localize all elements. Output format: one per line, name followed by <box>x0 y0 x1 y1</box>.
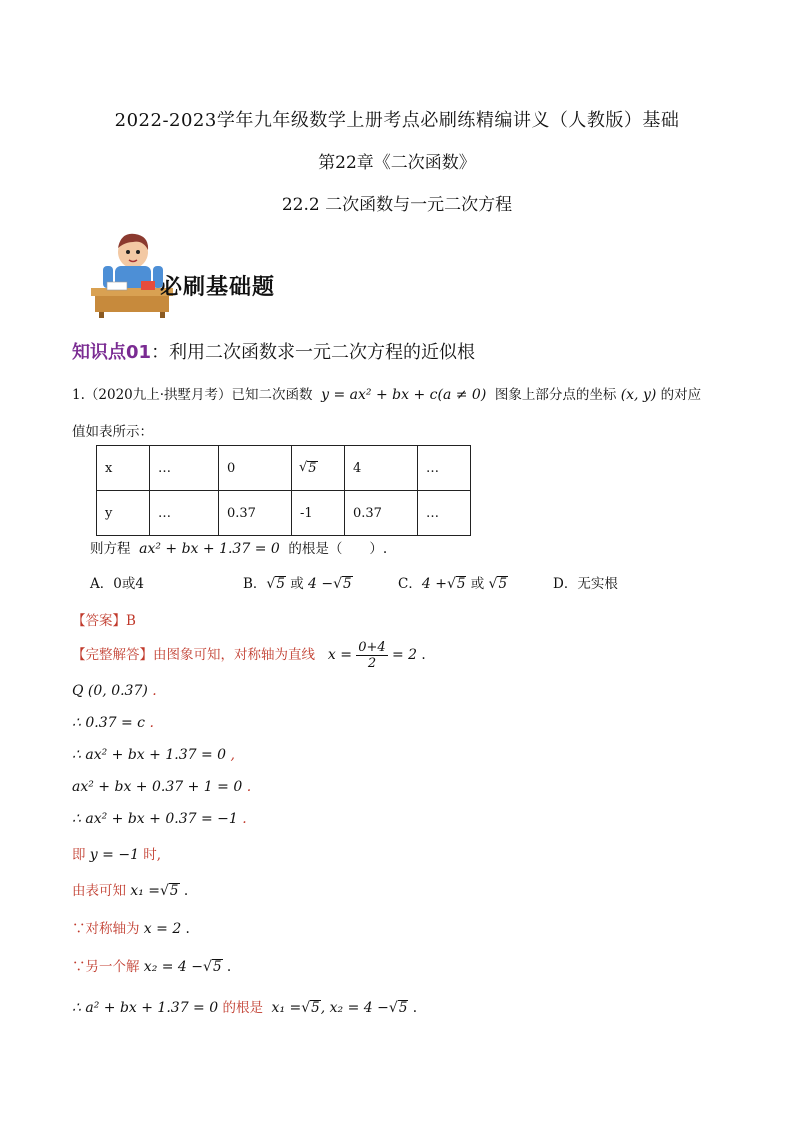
table-cell: √5 <box>292 446 345 491</box>
solution-step-6: 即 y = −1 时, <box>72 847 162 863</box>
solution-step-2: ∴ 0.37 = c . <box>72 715 154 731</box>
question-source: （2020九上·拱墅月考）已知二次函数 <box>84 387 313 403</box>
table-cell: … <box>418 491 471 536</box>
question-formula: y = ax² + bx + c(a ≠ 0) <box>321 387 487 403</box>
question-number: 1. <box>72 387 85 403</box>
question-ask: 则方程 ax² + bx + 1.37 = 0 的根是（ ）. <box>90 541 388 557</box>
knowledge-point-label: 知识点01 <box>72 342 152 363</box>
table-cell: y <box>97 491 150 536</box>
option-a: A．0或4 <box>90 576 144 592</box>
solution-step-4: ax² + bx + 0.37 + 1 = 0 . <box>72 779 252 795</box>
knowledge-point-text: ：利用二次函数求一元二次方程的近似根 <box>151 342 476 363</box>
table-cell: 0 <box>219 446 292 491</box>
solution-step-5: ∴ ax² + bx + 0.37 = −1 . <box>72 811 247 827</box>
solution-step-1: Q (0, 0.37) . <box>72 683 157 699</box>
table-cell: -1 <box>292 491 345 536</box>
solution-step-10: ∴ a² + bx + 1.37 = 0 的根是 x₁ =√5, x₂ = 4 −√5 . <box>72 1000 418 1016</box>
document-title: 2022-2023学年九年级数学上册考点必刷练精编讲义（人教版）基础 <box>114 110 680 131</box>
question-coord: (x, y) <box>620 387 657 403</box>
question-line-1 <box>72 383 701 403</box>
table-cell: x <box>97 446 150 491</box>
table-row <box>97 491 471 536</box>
answer-label: 【答案】 <box>72 613 126 629</box>
solution-step-7: 由表可知 x₁ =√5 . <box>72 883 189 899</box>
knowledge-point-heading <box>72 338 475 364</box>
table-cell: 0.37 <box>345 491 418 536</box>
answer-value: B <box>126 613 136 629</box>
table-cell: … <box>150 446 219 491</box>
table-cell: 0.37 <box>219 491 292 536</box>
section-title: 22.2 二次函数与一元二次方程 <box>281 195 513 215</box>
answer-line <box>72 609 136 629</box>
chapter-title: 第22章《二次函数》 <box>318 153 476 173</box>
solution-intro: 【完整解答】由图象可知，对称轴为直线 x = $\frac{0+4}{2}$ = 2 . <box>72 640 426 671</box>
option-b: B．√5 或 4 −√5 <box>243 576 352 592</box>
value-table <box>96 445 471 536</box>
solution-step-3: ∴ ax² + bx + 1.37 = 0 , <box>72 747 235 763</box>
question-text-mid: 图象上部分点的坐标 <box>494 387 617 403</box>
table-cell: … <box>150 491 219 536</box>
question-text-end: 的对应 <box>660 387 702 403</box>
solution-step-9: ∵另一个解 x₂ = 4 −√5 . <box>72 959 232 975</box>
option-d: D．无实根 <box>553 576 618 592</box>
option-c: C．4 +√5 或 √5 <box>398 576 508 592</box>
solution-step-8: ∵对称轴为 x = 2 . <box>72 921 190 937</box>
table-cell: … <box>418 446 471 491</box>
banner-label: 必刷基础题 <box>160 275 276 300</box>
question-line-2: 值如表所示： <box>72 424 153 440</box>
fraction: $\frac{0+4}{2}$ <box>358 640 386 671</box>
table-row <box>97 446 471 491</box>
table-cell: 4 <box>345 446 418 491</box>
